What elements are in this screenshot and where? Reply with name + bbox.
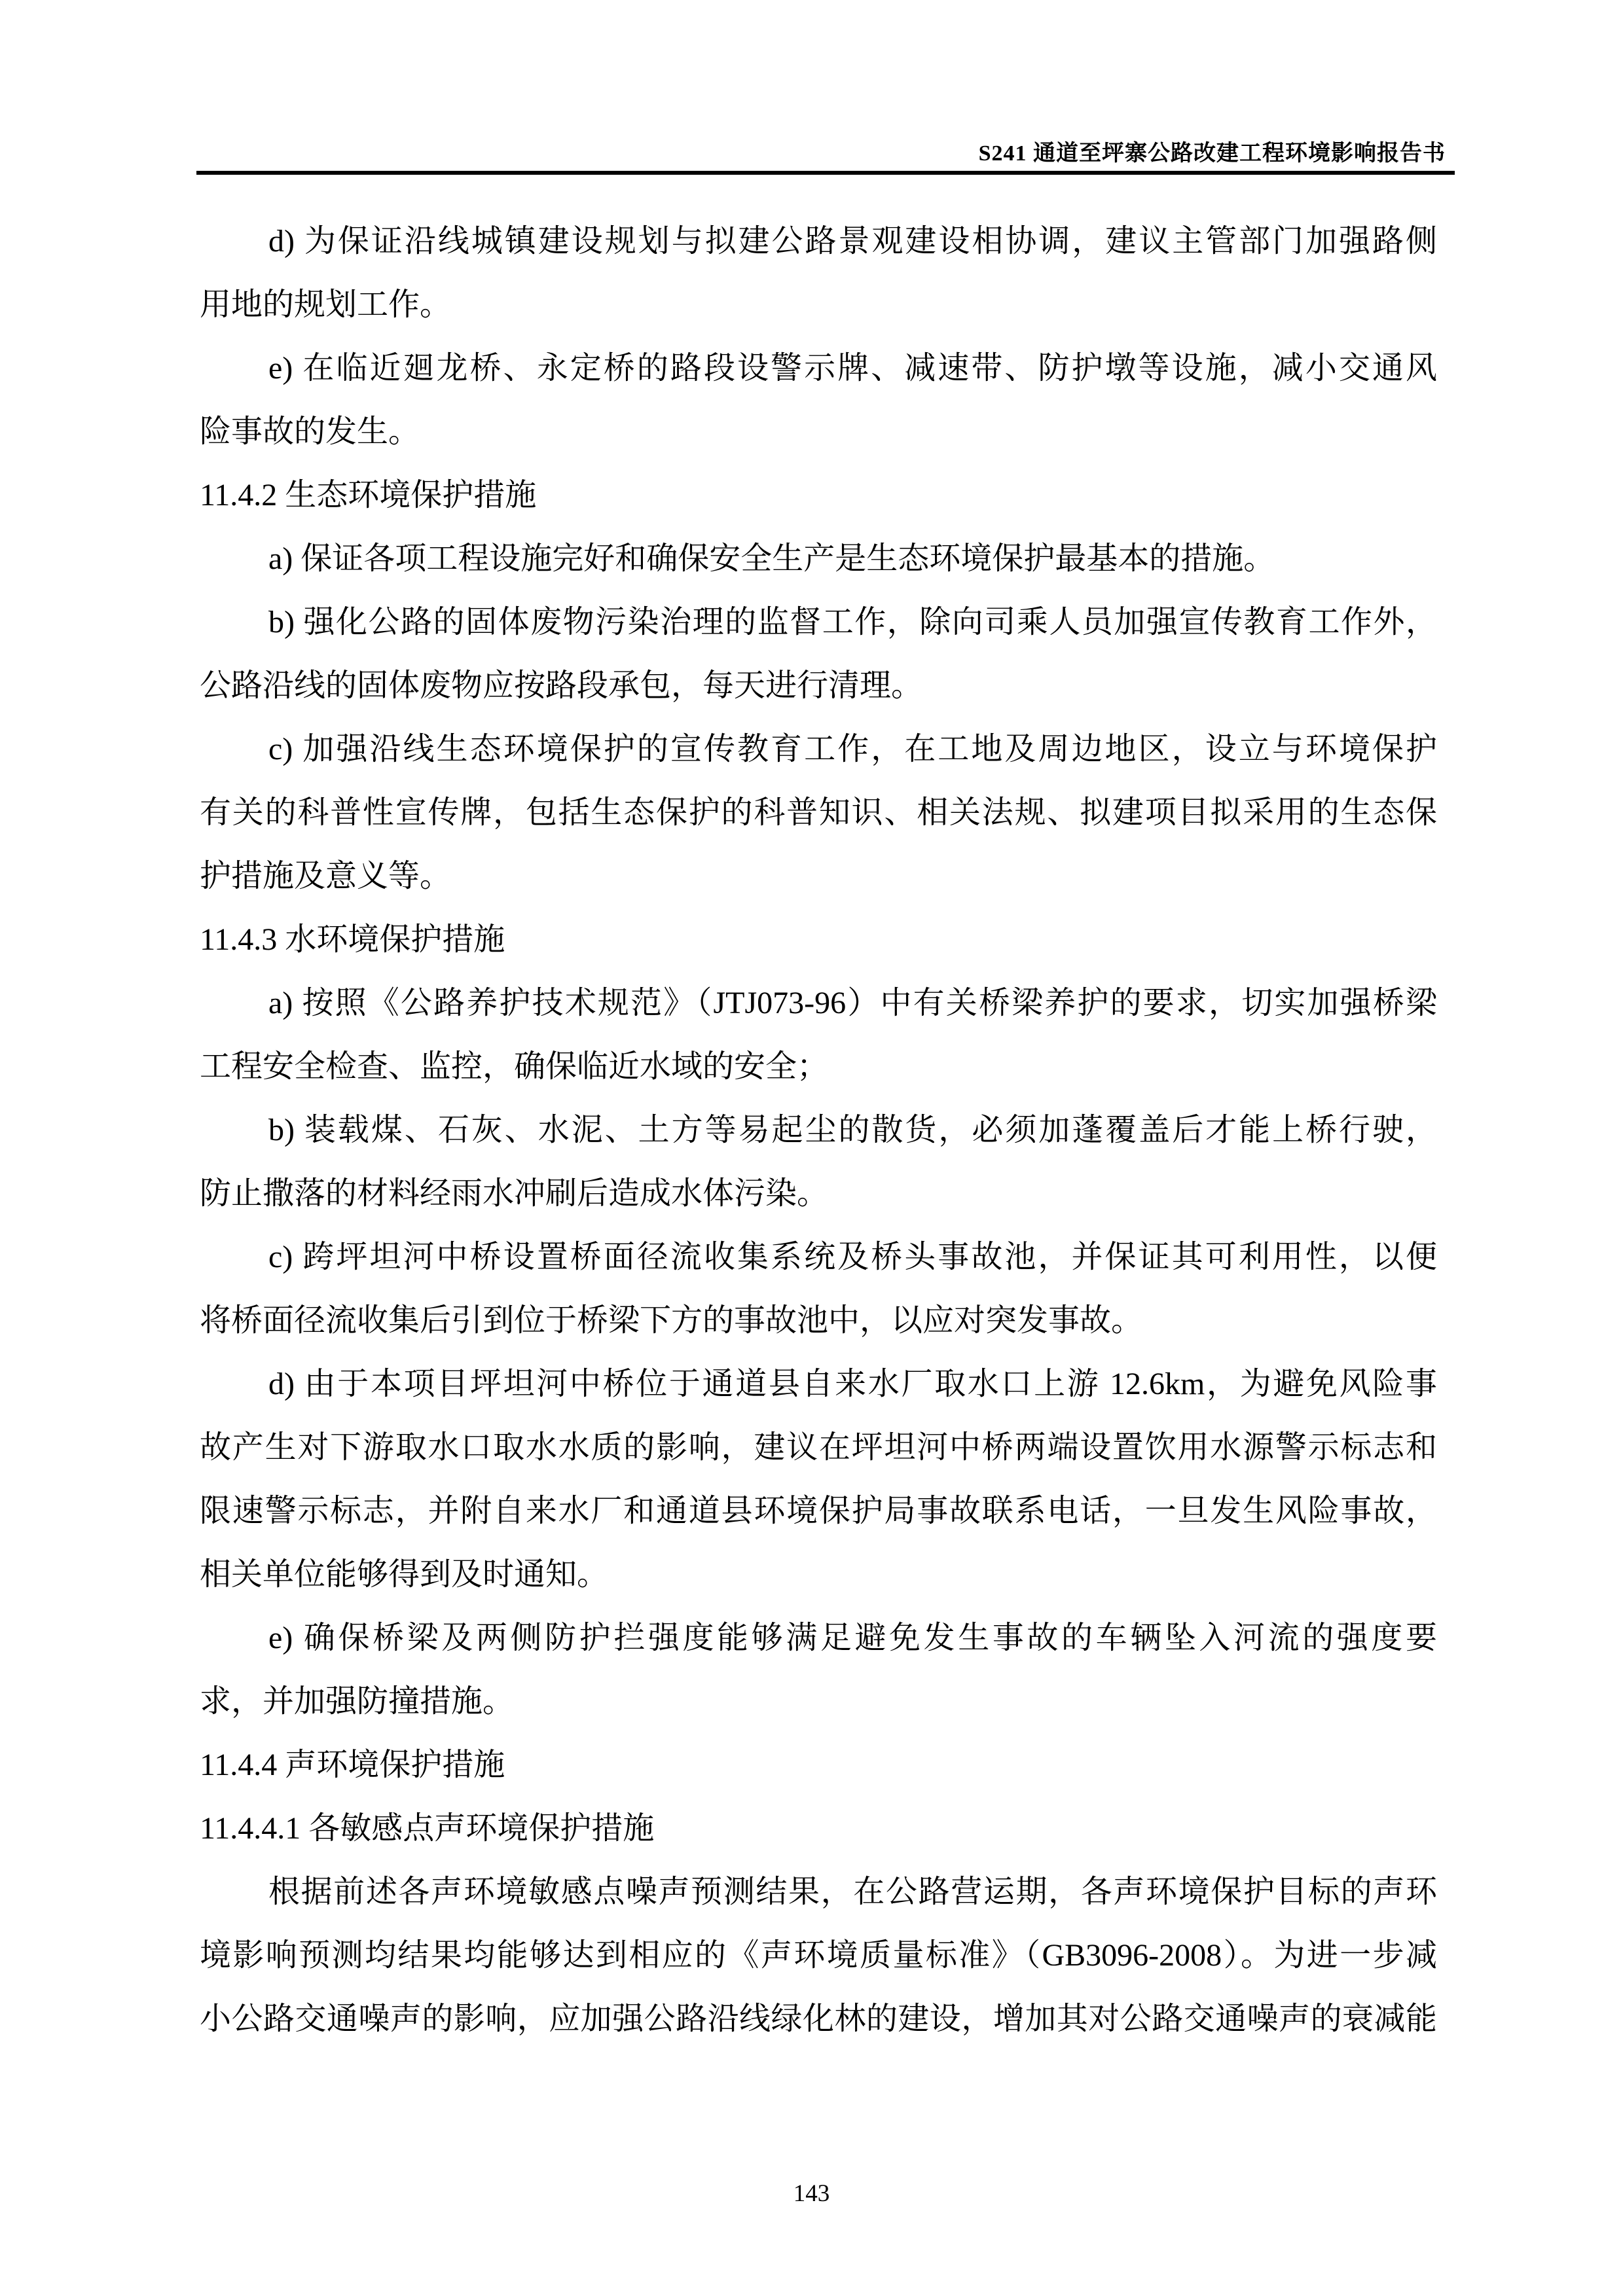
header-rule xyxy=(196,171,1455,175)
text-line: e) 确保桥梁及两侧防护拦强度能够满足避免发生事故的车辆坠入河流的强度要 xyxy=(268,1621,1437,1655)
text-line: a) 按照《公路养护技术规范》（JTJ073-96）中有关桥梁养护的要求，切实加强桥梁 xyxy=(268,986,1437,1020)
text-line: 工程安全检查、监控，确保临近水域的安全； xyxy=(200,1049,829,1084)
page-header-title: S241 通道至坪寨公路改建工程环境影响报告书 xyxy=(978,141,1446,166)
text-line: 根据前述各声环境敏感点噪声预测结果，在公路营运期，各声环境保护目标的声环 xyxy=(268,1874,1437,1909)
text-line: a) 保证各项工程设施完好和确保安全生产是生态环境保护最基本的措施。 xyxy=(268,541,1275,576)
text-line: 用地的规划工作。 xyxy=(200,287,452,322)
text-line: 防止撒落的材料经雨水冲刷后造成水体污染。 xyxy=(200,1176,829,1211)
text-line: 险事故的发生。 xyxy=(200,414,420,449)
page-number: 143 xyxy=(793,2180,830,2207)
text-line: 故产生对下游取水口取水水质的影响，建议在坪坦河中桥两端设置饮用水源警示标志和 xyxy=(200,1430,1437,1465)
text-line: 限速警示标志，并附自来水厂和通道县环境保护局事故联系电话，一旦发生风险事故， xyxy=(200,1494,1437,1528)
section-heading: 11.4.2 生态环境保护措施 xyxy=(200,478,537,512)
text-line: 将桥面径流收集后引到位于桥梁下方的事故池中，以应对突发事故。 xyxy=(200,1303,1143,1338)
text-line: 相关单位能够得到及时通知。 xyxy=(200,1557,609,1592)
text-line: 公路沿线的固体废物应按路段承包，每天进行清理。 xyxy=(200,668,923,703)
text-line: e) 在临近廻龙桥、永定桥的路段设警示牌、减速带、防护墩等设施，减小交通风 xyxy=(268,351,1437,386)
text-line: b) 装载煤、石灰、水泥、土方等易起尘的散货，必须加蓬覆盖后才能上桥行驶， xyxy=(268,1113,1437,1147)
text-line: 护措施及意义等。 xyxy=(200,859,452,893)
document-body xyxy=(200,209,1437,2051)
section-heading: 11.4.4 声环境保护措施 xyxy=(200,1748,505,1782)
text-line: c) 跨坪坦河中桥设置桥面径流收集系统及桥头事故池，并保证其可利用性，以便 xyxy=(268,1240,1437,1274)
text-line: 小公路交通噪声的影响，应加强公路沿线绿化林的建设，增加其对公路交通噪声的衰减能 xyxy=(200,2001,1437,2036)
text-line: d) 为保证沿线城镇建设规划与拟建公路景观建设相协调，建议主管部门加强路侧 xyxy=(268,224,1437,259)
section-heading: 11.4.4.1 各敏感点声环境保护措施 xyxy=(200,1811,655,1846)
text-line: 有关的科普性宣传牌，包括生态保护的科普知识、相关法规、拟建项目拟采用的生态保 xyxy=(200,795,1437,830)
text-line: 境影响预测均结果均能够达到相应的《声环境质量标准》（GB3096-2008）。为进一步减 xyxy=(200,1938,1437,1973)
text-line: c) 加强沿线生态环境保护的宣传教育工作，在工地及周边地区，设立与环境保护 xyxy=(268,732,1437,766)
text-line: d) 由于本项目坪坦河中桥位于通道县自来水厂取水口上游 12.6km，为避免风险事 xyxy=(268,1367,1437,1401)
text-line: 求，并加强防撞措施。 xyxy=(200,1684,515,1719)
text-line: b) 强化公路的固体废物污染治理的监督工作，除向司乘人员加强宣传教育工作外， xyxy=(268,605,1437,639)
section-heading: 11.4.3 水环境保护措施 xyxy=(200,922,505,957)
